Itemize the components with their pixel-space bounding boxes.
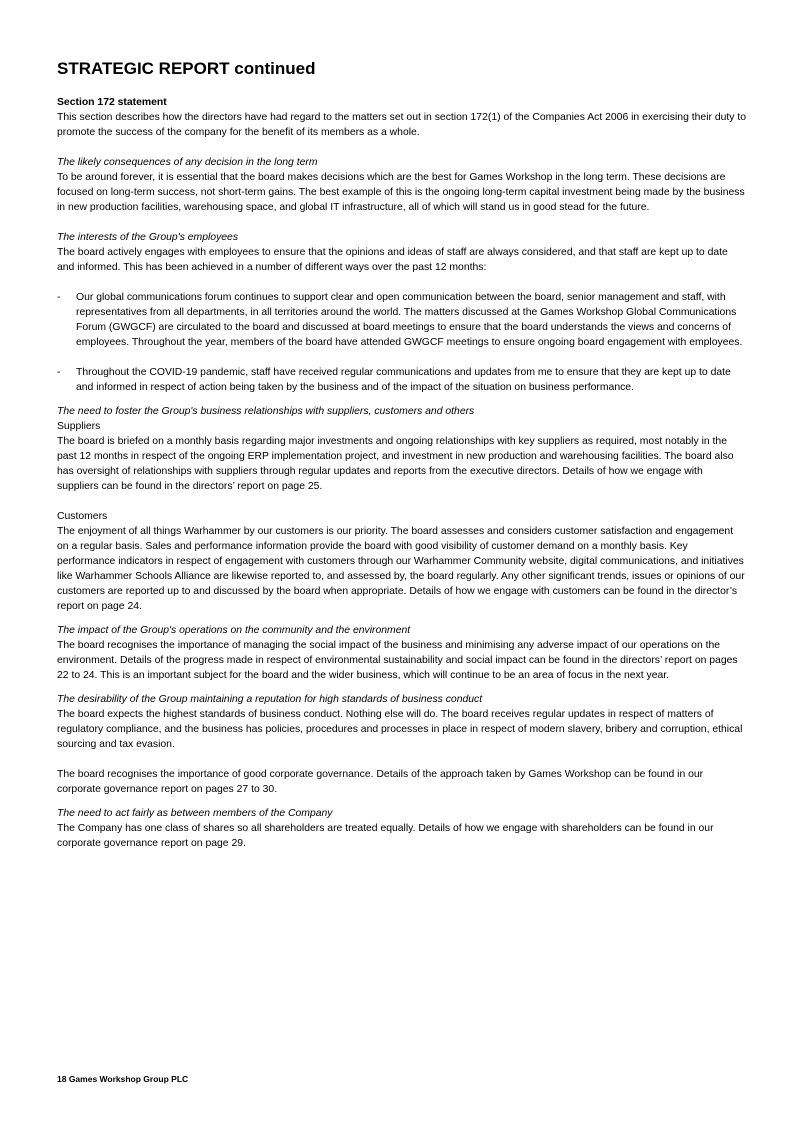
- document-body: [57, 95, 747, 851]
- long-term-paragraph: To be around forever, it is essential that the board makes decisions which are the best for Games Workshop in the long term. These decisions are focused on long-term success, not short-term gains. The best example of this is the ongoing long-term capital investment being made by the business in new production facilities, warehousing space, and global IT infrastructure, all of which will stand us in good stead for the future.: [57, 172, 745, 213]
- intro-paragraph: This section describes how the directors have had regard to the matters set out in section 172(1) of the Companies Act 2006 in exercising their duty to promote the success of the company for the benefit of its members as a whole.: [57, 112, 747, 138]
- members-heading: The need to act fairly as between members of the Company: [57, 808, 333, 819]
- list-item: [57, 290, 747, 350]
- customers-paragraph: The enjoyment of all things Warhammer by our customers is our priority. The board assesses and considers customer satisfaction and engagement on a regular basis. Sales and performance information provide the board with good visibility of customer demand on a monthly basis. Key performance indicators in respect of engagement with customers through our Warhammer Community website, digital communications, and initiatives like Warhammer Schools Alliance are likewise reported to, and assessed by, the board regularly. Any other significant trends, issues or opinions of our customers are reported up to and discussed by the board when appropriate. Details of how we engage with customers can be found in the director’s report on page 24.: [57, 526, 745, 612]
- suppliers-paragraph: The board is briefed on a monthly basis regarding major investments and ongoing relationships with key suppliers as required, most notably in the past 12 months in respect of the ongoing ERP implementation project, and investment in new production and warehousing facilities. The board also has oversight of relationships with suppliers through regular updates and reports from the executive directors. Details of how we engage with suppliers can be found in the directors’ report on page 25.: [57, 436, 734, 492]
- governance-paragraph: The board recognises the importance of good corporate governance. Details of the approach taken by Games Workshop can be found in our corporate governance report on pages 27 to 30.: [57, 769, 704, 795]
- page-footer: 18 Games Workshop Group PLC: [57, 1074, 189, 1084]
- list-item: [57, 365, 747, 395]
- relationships-heading: The need to foster the Group's business relationships with suppliers, customers and others: [57, 406, 475, 417]
- members-paragraph: The Company has one class of shares so all shareholders are treated equally. Details of how we engage with shareholders can be found in our corporate governance report on page 29.: [57, 823, 714, 849]
- community-heading: The impact of the Group's operations on the community and the environment: [57, 625, 411, 636]
- customers-label: Customers: [57, 511, 108, 522]
- conduct-heading: The desirability of the Group maintaining a reputation for high standards of business conduct: [57, 694, 483, 705]
- bullet-text: Throughout the COVID-19 pandemic, staff have received regular communications and updates from me to ensure that they are kept up to date and informed in respect of action being taken by the business and of the impact of the situation on business performance.: [76, 367, 731, 393]
- bullet-marker: -: [57, 367, 61, 378]
- employees-paragraph: The board actively engages with employees to ensure that the opinions and ideas of staff are always considered, and that staff are kept up to date and informed. This has been achieved in a number of different ways over the past 12 months:: [57, 247, 728, 273]
- suppliers-label: Suppliers: [57, 421, 101, 432]
- employees-heading: The interests of the Group's employees: [57, 232, 239, 243]
- section-heading: Section 172 statement: [57, 97, 167, 108]
- page-title: STRATEGIC REPORT continued: [57, 59, 316, 78]
- community-paragraph: The board recognises the importance of managing the social impact of the business and minimising any adverse impact of our operations on the environment. Details of the progress made in respect of environmental sustainability and social impact can be found in the directors’ report on pages 22 to 24. This is an important subject for the board and the wider business, which will continue to be an area of focus in the next year.: [57, 640, 738, 681]
- bullet-text: Our global communications forum continues to support clear and open communication between the board, senior management and staff, with representatives from all departments, in all territories around the world. The matters discussed at the Games Workshop Global Communications Forum (GWGCF) are circulated to the board and discussed at board meetings to ensure that the board understands the views and concerns of employees. Throughout the year, members of the board have attended GWGCF meetings to ensure ongoing board engagement with employees.: [76, 292, 743, 348]
- bullet-marker: -: [57, 292, 61, 303]
- long-term-heading: The likely consequences of any decision in the long term: [57, 157, 318, 168]
- conduct-paragraph: The board expects the highest standards of business conduct. Nothing else will do. The board receives regular updates in respect of matters of regulatory compliance, and the business has policies, procedures and processes in place in respect of modern slavery, bribery and corruption, ethical sourcing and tax evasion.: [57, 709, 743, 750]
